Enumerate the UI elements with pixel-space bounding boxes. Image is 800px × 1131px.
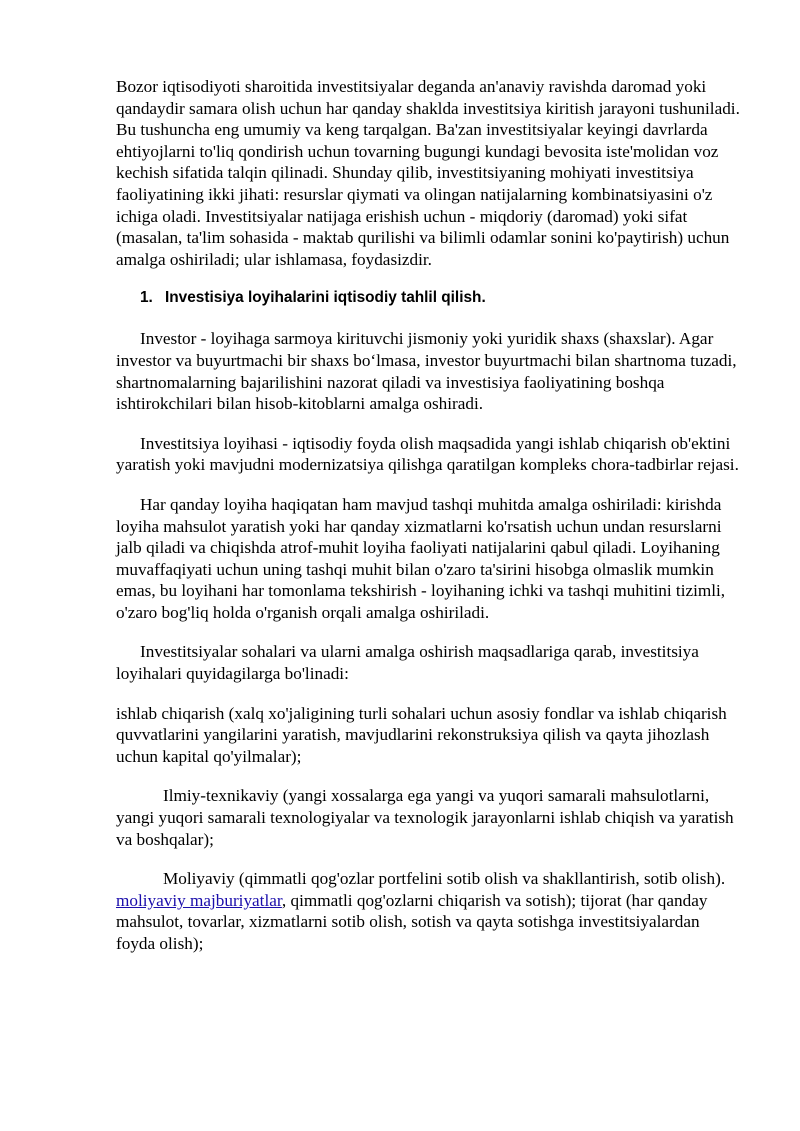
production-paragraph: ishlab chiqarish (xalq xo'jaligining turli sohalari uchun asosiy fondlar va ishlab chiqarish quvvatlarini yangilarini yaratish, mavjudlarini rekonstruksiya qilish va qayta jihozlash uchun kapital qo'yilmalar);: [116, 703, 727, 766]
section-heading: [140, 287, 742, 309]
financial-paragraph: [116, 868, 742, 954]
classification-paragraph: Investitsiyalar sohalari va ularni amalga oshirish maqsadlariga qarab, investitsiya loyihalari quyidagilarga bo'linadi:: [116, 642, 699, 684]
intro-paragraph: Bozor iqtisodiyoti sharoitida investitsiyalar deganda an'anaviy ravishda daromad yoki qandaydir samara olish uchun har qanday shaklda investitsiya kiritish jarayoni tushuniladi. Bu tushuncha eng umumiy va keng tarqalgan. Ba'zan investitsiyalar keyingi davrlarda ehtiyojlarni to'liq qondirish uchun tovarning bugungi kundagi bevosita iste'molidan voz kechish sifatida talqin qilinadi. Shunday qilib, investitsiyaning mohiyati investitsiya faoliyatining ikki jihati: resurslar qiymati va olingan natijalarning kombinatsiyasini o'z ichiga oladi. Investitsiyalar natijaga erishish uchun - miqdoriy (daromad) yoki sifat (masalan, ta'lim sohasida - maktab qurilishi va bilimli odamlar sonini ko'paytirish) uchun amalga oshiriladi; ular ishlamasa, foydasizdir.: [116, 77, 740, 269]
investor-paragraph: Investor - loyihaga sarmoya kirituvchi jismoniy yoki yuridik shaxs (shaxslar). Agar investor va buyurtmachi bir shaxs bo‘lmasa, investor buyurtmachi bilan shartnoma tuzadi, shartnomalarning bajarilishini nazorat qiladi va investisiya faoliyatining boshqa ishtirokchilari bilan hisob-kitoblarni amalga oshiradi.: [116, 329, 737, 414]
environment-paragraph: Har qanday loyiha haqiqatan ham mavjud tashqi muhitda amalga oshiriladi: kirishda loyiha mahsulot yaratish yoki har qanday xizmatlarni ko'rsatish uchun undan resurslarni jalb qiladi va chiqishda atrof-muhit loyiha faoliyati natijalarini qabul qiladi. Loyihaning muvaffaqiyati uchun uning tashqi muhit bilan o'zaro ta'sirini hisobga olmaslik mumkin emas, bu loyihani har tomonlama tekshirish - loyihaning ichki va tashqi muhitini tizimli, o'zaro bog'liq holda o'rganish orqali amalga oshiriladi.: [116, 494, 726, 622]
heading-text: Investisiya loyihalarini iqtisodiy tahlil qilish.: [165, 289, 486, 307]
project-definition-paragraph: Investitsiya loyihasi - iqtisodiy foyda olish maqsadida yangi ishlab chiqarish ob'ektini yaratish yoki mavjudni modernizatsiya qilishga qaratilgan kompleks chora-tadbirlar rejasi.: [116, 433, 739, 475]
heading-number: 1.: [140, 289, 153, 307]
financial-text-end: , qimmatli qog'ozlarni chiqarish va sotish); tijorat (har qanday mahsulot, tovarlar, xizmatlarni sotib olish, sotish va qayta sotishga investitsiyalardan foyda olish);: [116, 890, 708, 953]
scientific-paragraph: Ilmiy-texnikaviy (yangi xossalarga ega yangi va yuqori samarali mahsulotlarni, yangi yuqori samarali texnologiyalar va texnologik jarayonlarni ishlab chiqish va yaratish va boshqalar);: [116, 786, 734, 849]
financial-text-start: Moliyaviy (qimmatli qog'ozlar portfelini sotib olish va shakllantirish, sotib olish).: [163, 869, 726, 889]
financial-obligations-link[interactable]: moliyaviy majburiyatlar: [116, 890, 282, 910]
